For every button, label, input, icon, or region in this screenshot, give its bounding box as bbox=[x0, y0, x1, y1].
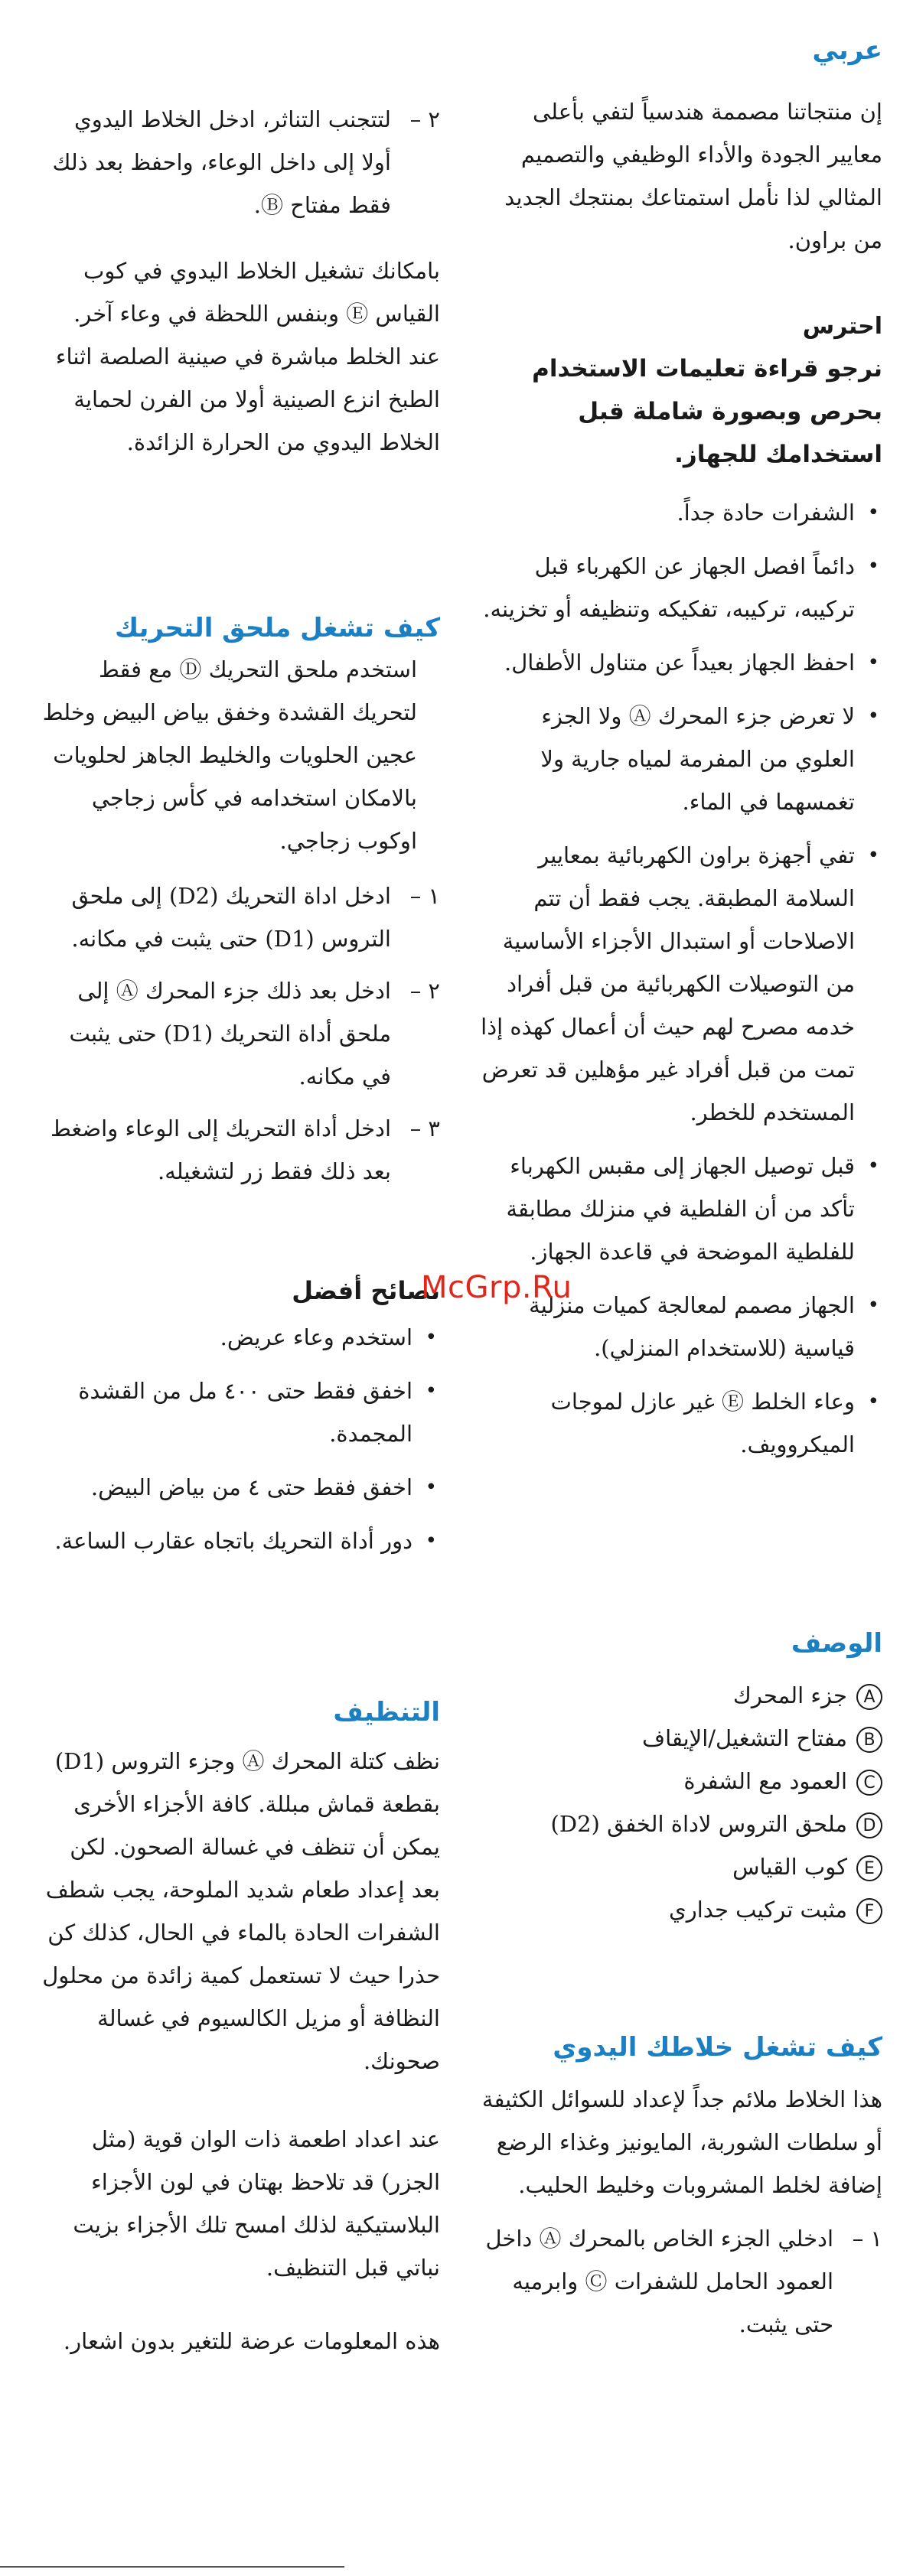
list-item: • قبل توصيل الجهاز إلى مقبس الكهرباء تأكد من أن الفلطية في منزلك مطابقة للفلطية الموضحة في قاعدة الجهاز. bbox=[506, 1153, 879, 1265]
list-item: • اخفق فقط حتى ٤٠٠ مل من القشدة المجمدة. bbox=[78, 1378, 437, 1447]
whisk-steps bbox=[42, 874, 440, 1193]
how-to-use-section bbox=[477, 2027, 882, 2355]
letter-c-icon: C bbox=[856, 1770, 882, 1796]
how-to-use-step-1: ١ – ادخلي الجزء الخاص بالمحرك Ⓐ داخل العمود الحامل للشفرات Ⓒ وابرميه حتى يثبت. bbox=[485, 2226, 882, 2337]
list-item: • احفظ الجهاز بعيداً عن متناول الأطفال. bbox=[504, 650, 879, 676]
tips-list bbox=[42, 1316, 440, 1562]
whisk-heading: كيف تشغل ملحق التحريك bbox=[114, 613, 440, 643]
language-label: عربي bbox=[812, 35, 882, 66]
whisk-text: استخدم ملحق التحريك Ⓓ مع فقط لتحريك القشدة وخفق بياض البيض وخلط عجين الحلويات والخليط الجاهز لحلويات بالامكان استخدامه في كأس زجاجي اوكوب زجاجي. bbox=[42, 656, 417, 854]
description-list bbox=[477, 1674, 882, 1931]
list-item: • وعاء الخلط Ⓔ غير عازل لموجات الميكروويف. bbox=[550, 1389, 879, 1457]
list-item: • دور أداة التحريك باتجاه عقارب الساعة. bbox=[54, 1528, 437, 1554]
cleaning-text-1: نظف كتلة المحرك Ⓐ وجزء التروس (D1) بقطعة قماش مبللة. كافة الأجزاء الأخرى يمكن أن تنظف في غسالة الصحون. لكن بعد إعداد طعام شديد الملوحة، يجب شطف الشفرات الحادة بالماء في الحال، كذلك كن حذرا حيث لا تستعمل كمية زائدة من محلول النظافة أو مزيل الكالسيوم في غسالة صحونك. bbox=[42, 1748, 440, 2074]
description-item-e: Eكوب القياس bbox=[477, 1845, 882, 1888]
intro-block bbox=[477, 90, 882, 262]
list-item: • اخفق فقط حتى ٤ من بياض البيض. bbox=[90, 1474, 437, 1500]
tips-section bbox=[42, 1270, 440, 1573]
list-item: • استخدم وعاء عريض. bbox=[220, 1324, 437, 1350]
whisk-step: ١ – ادخل اداة التحريك (D2) إلى ملحق التروس (D1) حتى يثبت في مكانه. bbox=[71, 883, 440, 952]
description-item-b: Bمفتاح التشغيل/الإيقاف bbox=[477, 1717, 882, 1760]
description-item-f: Fمثبت تركيب جداري bbox=[477, 1888, 882, 1931]
cleaning-section bbox=[42, 1692, 440, 2363]
letter-b-icon: B bbox=[856, 1727, 882, 1753]
description-item-c: Cالعمود مع الشفرة bbox=[477, 1760, 882, 1803]
description-item-a: Aجزء المحرك bbox=[477, 1674, 882, 1717]
watermark: McGrp.Ru bbox=[421, 1270, 572, 1305]
how-to-use-step-2: ٢ – لتتجنب التناثر، ادخل الخلاط اليدوي أولا إلى داخل الوعاء، واحفظ بعد ذلك فقط مفتاح Ⓑ. bbox=[52, 106, 440, 218]
how-to-use-text: هذا الخلاط ملائم جداً لإعداد للسوائل الكثيفة أو سلطات الشوربة، المايونيز وغذاء الرضع إضافة لخلط المشروبات وخليط الحليب. bbox=[481, 2086, 882, 2198]
how-to-use-text-2: بامكانك تشغيل الخلاط اليدوي في كوب القياس Ⓔ وبنفس اللحظة في وعاء آخر. عند الخلط مباشرة في صينية الصلصة اثناء الطبخ انزع الصينية أولا من الفرن لحماية الخلاط اليدوي من الحرارة الزائدة. bbox=[55, 258, 440, 455]
whisk-step: ٣ – ادخل أداة التحريك إلى الوعاء واضغط بعد ذلك فقط زر لتشغيله. bbox=[51, 1115, 440, 1184]
list-item: • الشفرات حادة جداً. bbox=[677, 500, 879, 526]
how-to-use-heading: كيف تشغل خلاطك اليدوي bbox=[553, 2032, 882, 2063]
whisk-step: ٢ – ادخل بعد ذلك جزء المحرك Ⓐ إلى ملحق أداة التحريك (D1) حتى يثبت في مكانه. bbox=[69, 978, 440, 1089]
warning-heading: احترس bbox=[802, 313, 882, 340]
description-item-d: Dملحق التروس لاداة الخفق (D2) bbox=[477, 1803, 882, 1845]
letter-f-icon: F bbox=[856, 1898, 882, 1924]
warning-subheading: نرجو قراءة تعليمات الاستخدام بحرص وبصورة شاملة قبل استخدامك للجهاز. bbox=[532, 355, 882, 468]
intro-text: إن منتجاتنا مصممة هندسياً لتفي بأعلى معايير الجودة والأداء الوظيفي والتصميم المثالي لذا نأمل استمتاعك بمنتجك الجديد من براون. bbox=[504, 99, 882, 253]
list-item: • دائماً افصل الجهاز عن الكهرباء قبل تركيبه، تركيبه، تفكيكه وتنظيفه أو تخزينه. bbox=[483, 553, 879, 622]
cleaning-heading: التنظيف bbox=[333, 1697, 440, 1728]
description-section bbox=[477, 1623, 882, 1931]
list-item: • الجهاز مصمم لمعالجة كميات منزلية قياسية (للاستخدام المنزلي). bbox=[529, 1292, 879, 1361]
list-item: • تفي أجهزة براون الكهربائية بمعايير السلامة المطبقة. يجب فقط أن تتم الاصلاحات أو استبدال الأجزاء الأساسية من التوصيلات الكهربائية من قبل أفراد خدمه مصرح لهم حيث أن أعمال كهذه إذا تمت من قبل أفراد غير مؤهلين قد تعرض المستخدم للخطر. bbox=[481, 842, 879, 1125]
letter-a-icon: A bbox=[856, 1684, 882, 1710]
letter-e-icon: E bbox=[856, 1855, 882, 1881]
language-label-block bbox=[477, 32, 882, 69]
footer-rule bbox=[0, 2566, 344, 2568]
letter-d-icon: D bbox=[856, 1812, 882, 1838]
whisk-section bbox=[42, 608, 440, 1202]
warning-list bbox=[477, 491, 882, 1466]
tips-heading: نصائح أفضل bbox=[292, 1276, 440, 1305]
cleaning-text-2: عند اعداد اطعمة ذات الوان قوية (مثل الجزر) قد تلاحظ بهتان في لون الأجزاء البلاستيكية لذلك امسح تلك الأجزاء بزيت نباتي قبل التنظيف. bbox=[73, 2126, 440, 2281]
cleaning-notice: هذه المعلومات عرضة للتغير بدون اشعار. bbox=[63, 2328, 440, 2354]
how-to-use-continued bbox=[42, 98, 440, 464]
description-heading: الوصف bbox=[791, 1628, 882, 1659]
list-item: • لا تعرض جزء المحرك Ⓐ ولا الجزء العلوي من المفرمة لمياه جارية ولا تغمسهما في الماء. bbox=[540, 703, 879, 815]
